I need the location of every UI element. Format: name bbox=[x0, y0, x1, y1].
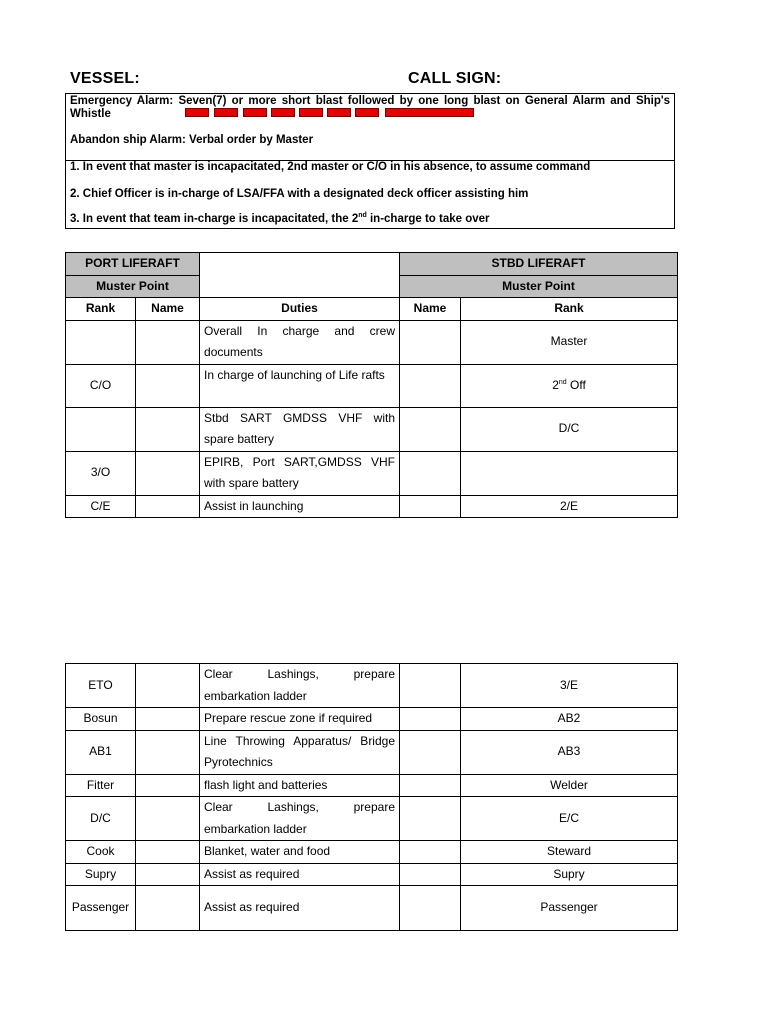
muster-table-continued bbox=[65, 663, 678, 931]
short-blast-signal bbox=[243, 108, 267, 117]
stbd-rank-cell: Master bbox=[461, 320, 678, 364]
table-row bbox=[66, 730, 678, 774]
port-rank-cell: 3/O bbox=[66, 451, 136, 495]
rank-column-header: Rank bbox=[461, 298, 678, 321]
stbd-muster-point: Muster Point bbox=[400, 275, 678, 298]
alarm-box bbox=[65, 93, 675, 161]
instruction-1: 1. In event that master is incapacitated, 2nd master or C/O in his absence, to assume command bbox=[70, 161, 591, 173]
long-blast-signal bbox=[385, 108, 474, 117]
port-rank-cell: Supry bbox=[66, 863, 136, 886]
port-rank-cell: Cook bbox=[66, 841, 136, 864]
stbd-name-cell bbox=[400, 774, 461, 797]
port-rank-cell: Passenger bbox=[66, 886, 136, 931]
stbd-name-cell bbox=[400, 863, 461, 886]
name-column-header: Name bbox=[400, 298, 461, 321]
stbd-name-cell bbox=[400, 451, 461, 495]
port-name-cell bbox=[136, 495, 200, 518]
stbd-rank-cell: 2nd Off bbox=[461, 364, 678, 407]
stbd-name-cell bbox=[400, 708, 461, 731]
table-row bbox=[66, 320, 678, 364]
stbd-rank-cell: Welder bbox=[461, 774, 678, 797]
duty-cell: Clear Lashings, prepare embarkation ladder bbox=[200, 664, 400, 708]
port-rank-cell bbox=[66, 407, 136, 451]
short-blast-signal bbox=[299, 108, 323, 117]
port-rank-cell: ETO bbox=[66, 664, 136, 708]
stbd-name-cell bbox=[400, 364, 461, 407]
blank-header-cell bbox=[200, 253, 400, 298]
stbd-rank-cell bbox=[461, 451, 678, 495]
port-name-cell bbox=[136, 774, 200, 797]
stbd-name-cell bbox=[400, 730, 461, 774]
port-rank-cell bbox=[66, 320, 136, 364]
duties-column-header: Duties bbox=[200, 298, 400, 321]
stbd-name-cell bbox=[400, 664, 461, 708]
stbd-rank-cell: 3/E bbox=[461, 664, 678, 708]
port-name-cell bbox=[136, 407, 200, 451]
muster-table bbox=[65, 252, 678, 518]
stbd-rank-cell: Supry bbox=[461, 863, 678, 886]
stbd-rank-cell: AB2 bbox=[461, 708, 678, 731]
port-muster-point: Muster Point bbox=[66, 275, 200, 298]
duty-cell: Assist as required bbox=[200, 886, 400, 931]
stbd-name-cell bbox=[400, 407, 461, 451]
table-row bbox=[66, 364, 678, 407]
instruction-2: 2. Chief Officer is in-charge of LSA/FFA with a designated deck officer assisting him bbox=[70, 188, 529, 200]
duty-cell: Assist as required bbox=[200, 863, 400, 886]
table-row bbox=[66, 664, 678, 708]
stbd-name-cell bbox=[400, 841, 461, 864]
table-row bbox=[66, 708, 678, 731]
short-blast-signal bbox=[271, 108, 295, 117]
table-row bbox=[66, 863, 678, 886]
port-name-cell bbox=[136, 664, 200, 708]
duty-cell: Overall In charge and crew documents bbox=[200, 320, 400, 364]
port-name-cell bbox=[136, 797, 200, 841]
port-name-cell bbox=[136, 841, 200, 864]
stbd-name-cell bbox=[400, 886, 461, 931]
port-rank-cell: C/E bbox=[66, 495, 136, 518]
port-name-cell bbox=[136, 364, 200, 407]
instruction-3: 3. In event that team in-charge is incapacitated, the 2nd in-charge to take over bbox=[70, 212, 490, 225]
table-row bbox=[66, 495, 678, 518]
port-name-cell bbox=[136, 863, 200, 886]
table-row bbox=[66, 451, 678, 495]
stbd-rank-cell: 2/E bbox=[461, 495, 678, 518]
stbd-rank-cell: Steward bbox=[461, 841, 678, 864]
port-rank-cell: D/C bbox=[66, 797, 136, 841]
table-row bbox=[66, 774, 678, 797]
stbd-rank-cell: AB3 bbox=[461, 730, 678, 774]
duty-cell: EPIRB, Port SART,GMDSS VHF with spare battery bbox=[200, 451, 400, 495]
name-column-header: Name bbox=[136, 298, 200, 321]
table-row bbox=[66, 797, 678, 841]
rank-column-header: Rank bbox=[66, 298, 136, 321]
abandon-ship-alarm-text: Abandon ship Alarm: Verbal order by Master bbox=[70, 134, 314, 146]
stbd-liferaft-header: STBD LIFERAFT bbox=[400, 253, 678, 276]
duty-cell: Assist in launching bbox=[200, 495, 400, 518]
stbd-rank-cell: E/C bbox=[461, 797, 678, 841]
port-name-cell bbox=[136, 730, 200, 774]
port-rank-cell: C/O bbox=[66, 364, 136, 407]
duty-cell: flash light and batteries bbox=[200, 774, 400, 797]
stbd-name-cell bbox=[400, 797, 461, 841]
duty-cell: Prepare rescue zone if required bbox=[200, 708, 400, 731]
stbd-rank-cell: D/C bbox=[461, 407, 678, 451]
short-blast-signal bbox=[214, 108, 238, 117]
port-rank-cell: Fitter bbox=[66, 774, 136, 797]
short-blast-signal bbox=[327, 108, 351, 117]
stbd-name-cell bbox=[400, 495, 461, 518]
port-rank-cell: Bosun bbox=[66, 708, 136, 731]
instructions-box bbox=[65, 160, 675, 229]
port-name-cell bbox=[136, 886, 200, 931]
table-row bbox=[66, 407, 678, 451]
stbd-rank-cell: Passenger bbox=[461, 886, 678, 931]
short-blast-signal bbox=[355, 108, 379, 117]
port-name-cell bbox=[136, 320, 200, 364]
short-blast-signal bbox=[185, 108, 209, 117]
port-name-cell bbox=[136, 451, 200, 495]
duty-cell: Clear Lashings, prepare embarkation ladder bbox=[200, 797, 400, 841]
vessel-label: VESSEL: bbox=[70, 70, 140, 87]
duty-cell: Line Throwing Apparatus/ Bridge Pyrotechnics bbox=[200, 730, 400, 774]
table-row bbox=[66, 841, 678, 864]
call-sign-label: CALL SIGN: bbox=[408, 70, 502, 87]
table-row bbox=[66, 886, 678, 931]
duty-cell: Stbd SART GMDSS VHF with spare battery bbox=[200, 407, 400, 451]
duty-cell: Blanket, water and food bbox=[200, 841, 400, 864]
duty-cell: In charge of launching of Life rafts bbox=[200, 364, 400, 407]
emergency-alarm-text: Emergency Alarm: Seven(7) or more short blast followed by one long blast on General Alarm and Ship's bbox=[70, 95, 670, 107]
emergency-alarm-text-cont: Whistle bbox=[70, 108, 111, 120]
port-liferaft-header: PORT LIFERAFT bbox=[66, 253, 200, 276]
port-name-cell bbox=[136, 708, 200, 731]
stbd-name-cell bbox=[400, 320, 461, 364]
port-rank-cell: AB1 bbox=[66, 730, 136, 774]
